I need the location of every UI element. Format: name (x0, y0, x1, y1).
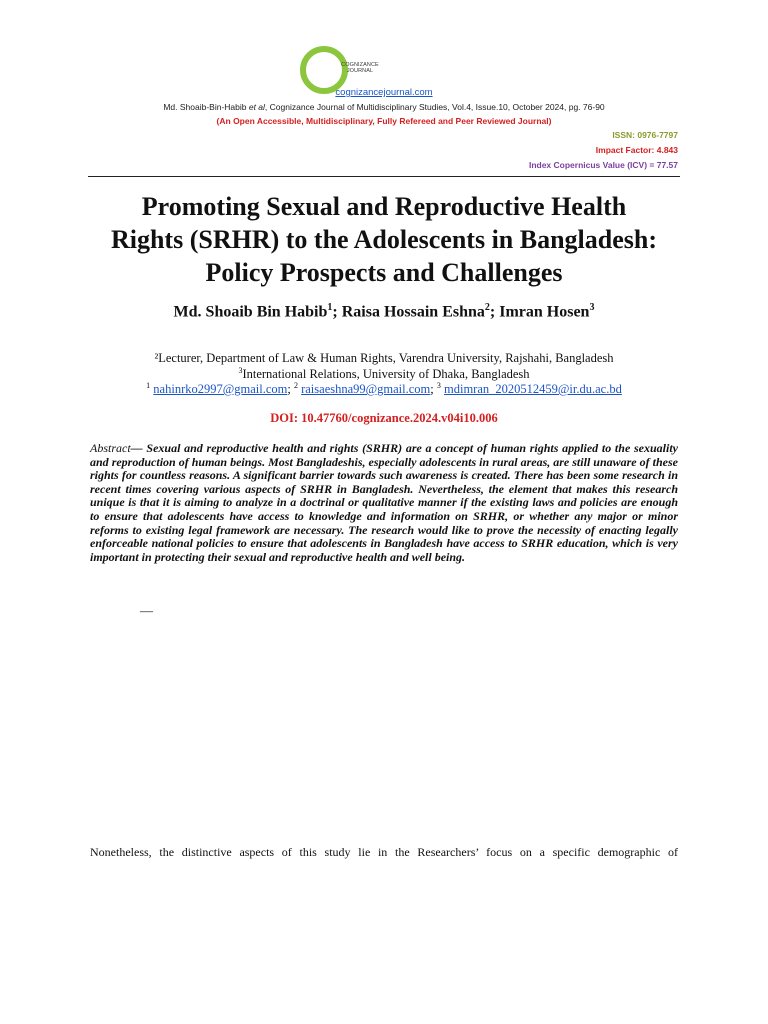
email-sup: 3 (436, 381, 441, 390)
author-name: Raisa Hossain Eshna (341, 303, 485, 321)
author-sup: 2 (484, 302, 490, 313)
abstract-label: Abstract (90, 441, 131, 455)
citation-line (0, 102, 768, 112)
title-line: Policy Prospects and Challenges (205, 258, 563, 287)
header-divider (88, 176, 680, 177)
email-link[interactable]: mdimran_2020512459@ir.du.ac.bd (444, 382, 622, 397)
body-text-line: Nonetheless, the distinctive aspects of this study lie in the Researchers’ focus on a specific demographic of (90, 845, 678, 859)
author-name: Md. Shoaib Bin Habib (173, 303, 328, 321)
issn: ISSN: 0976-7797 (612, 130, 678, 140)
email-list (0, 381, 768, 397)
journal-site-link[interactable]: cognizancejournal.com (335, 87, 433, 98)
affiliation-text: International Relations, University of Dhaka, Bangladesh (242, 367, 530, 382)
email-separator: ; (430, 382, 437, 397)
author-sup: 3 (589, 302, 595, 313)
doi[interactable]: DOI: 10.47760/cognizance.2024.v04i10.006 (270, 411, 498, 425)
icv-value: Index Copernicus Value (ICV) = 77.57 (528, 160, 678, 170)
title-line: Promoting Sexual and Reproductive Health (141, 192, 627, 221)
citation-suffix: , Cognizance Journal of Multidisciplinary Studies, Vol.4, Issue.10, October 2024, pg. 76-90 (264, 102, 605, 112)
citation-etal: et al (248, 102, 265, 112)
email-separator: ; (287, 382, 294, 397)
email-link[interactable]: nahinrko2997@gmail.com (153, 382, 288, 397)
author-sup: 1 (327, 302, 333, 313)
author-name: Imran Hosen (499, 303, 590, 321)
citation-prefix: Md. Shoaib-Bin-Habib (163, 102, 249, 112)
email-sup: 1 (146, 381, 151, 390)
email-sup: 2 (293, 381, 298, 390)
abstract (90, 442, 678, 564)
logo-text: COGNIZANCE JOURNAL (341, 62, 379, 74)
impact-factor: Impact Factor: 4.843 (595, 145, 678, 155)
affiliation-1: ²Lecturer, Department of Law & Human Rights, Varendra University, Rajshahi, Bangladesh (154, 351, 614, 365)
email-link[interactable]: raisaeshna99@gmail.com (301, 382, 431, 397)
abstract-body: — Sexual and reproductive health and rights (SRHR) are a concept of human rights applied to the sexuality and reproduction of human beings. Most Bangladeshis, especially adolescents in rural areas, are still unaware of these rights for countless reasons. A significant barrier towards such awareness is created. There has been some research in recent times covering various aspects of SRHR in Bangladesh. Nevertheless, the element that makes this research unique is that it is aiming to analyze in a doctrinal or qualitative manner if the existing laws and policies are enough to ensure that adolescents have access to knowledge and information on SRHR, or whether any major or minor reforms to existing legal framework are necessary. The research would like to prove the necessity of enacting legally enforceable national policies to ensure that adolescents in Bangladesh have access to SRHR education, which is very important in protecting their sexual and reproductive health and well being. (90, 441, 678, 564)
affiliation-2 (0, 366, 768, 382)
title-line: Rights (SRHR) to the Adolescents in Bangladesh: (110, 225, 658, 254)
affiliation-sup: 3 (238, 366, 243, 375)
paper-title (80, 190, 688, 289)
author-separator: ; (332, 303, 342, 321)
author-separator: ; (489, 303, 500, 321)
author-list (0, 302, 768, 321)
open-access-note: (An Open Accessible, Multidisciplinary, Fully Refereed and Peer Reviewed Journal) (216, 116, 552, 126)
section-dash: — (140, 603, 153, 618)
